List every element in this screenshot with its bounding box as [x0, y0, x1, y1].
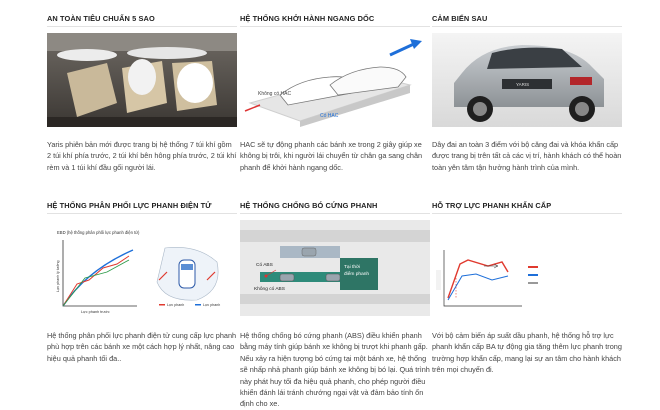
- ebd-diagram: [47, 220, 237, 316]
- ebd-legend-1: Lực phanh: [167, 303, 185, 307]
- card-text: Hệ thống phân phối lực phanh điện tử cung cấp lực phanh phù hợp trên các bánh xe một cách hợp lý nhất, nâng cao hiệu quả phanh tối đa..: [47, 331, 237, 363]
- card-brake-assist: [432, 200, 622, 376]
- card-text: Dây đai an toàn 3 điểm với bộ căng đai và khóa khẩn cấp được trang bị trên tất cả các vị trí, hành khách có thể hoàn toàn yên tâm tận hưởng hành trình của mình.: [432, 140, 622, 172]
- card-airbags: [47, 13, 237, 173]
- card-text: Hệ thống chống bó cứng phanh (ABS) điều khiển phanh bằng máy tính giúp bánh xe không bị trượt khi phanh gấp. Nếu xảy ra hiện tượng bó cứng tại một bánh xe, hệ thống sẽ nhấp nhả phanh giúp bánh xe không bị bó lại. Quá trình này phát huy tối đa hiệu quả phanh, cho phép người điều khiển đánh lái tránh chướng ngại vật và đảm bảo tính ổn định cho xe.: [240, 331, 430, 409]
- card-abs: [240, 200, 430, 410]
- card-title: HỆ THỐNG KHỞI HÀNH NGANG DỐC: [240, 13, 430, 27]
- card-hill-start-assist: [240, 13, 430, 173]
- card-title: CẢM BIẾN SAU: [432, 13, 622, 27]
- card-text: Với bộ cảm biến áp suất dầu phanh, hệ thống hỗ trợ lực phanh khẩn cấp BA tự động gia tăng thêm lực phanh trong trường hợp khẩn cấp, mang lại sự an tâm cho hành khách trên mọi chuyến đi.: [432, 331, 622, 375]
- ebd-x-axis-label: Lực phanh trước: [81, 310, 110, 314]
- abs-moment-line2: điểm phanh: [344, 272, 370, 277]
- card-text: HAC sẽ tự động phanh các bánh xe trong 2 giây giúp xe không bị trôi, khi người lái chuyển từ chân ga sang chân phanh để khởi hành ngang dốc.: [240, 140, 423, 172]
- hac-label: Có HAC: [320, 113, 339, 119]
- hac-diagram: [240, 33, 430, 127]
- abs-with-label: Có ABS: [256, 263, 273, 268]
- card-text: Yaris phiên bản mới được trang bị hệ thống 7 túi khí gồm 2 túi khí phía trước, 2 túi khí bên hông phía trước, 2 túi khí rèm và 1 túi khí đầu gối người lái.: [47, 140, 237, 172]
- abs-without-label: Không có ABS: [254, 287, 285, 292]
- card-rear-sensor: [432, 13, 622, 173]
- no-hac-label: Không có HAC: [258, 91, 292, 97]
- car-badge: YARIS: [516, 82, 530, 87]
- car-rear-image: [432, 33, 622, 127]
- card-title: HỖ TRỢ LỰC PHANH KHẨN CẤP: [432, 200, 622, 214]
- brake-assist-chart: [432, 220, 622, 316]
- ebd-legend-2: Lực phanh: [203, 303, 221, 307]
- ebd-diagram-title: EBD (hệ thống phân phối lực phanh điện tử): [57, 230, 140, 235]
- ebd-y-axis-label: Lực phanh lý tưởng: [56, 260, 60, 292]
- card-title: AN TOÀN TIÊU CHUẨN 5 SAO: [47, 13, 237, 27]
- airbag-image: [47, 33, 237, 127]
- abs-diagram: [240, 220, 430, 316]
- card-title: HỆ THỐNG PHÂN PHỐI LỰC PHANH ĐIỆN TỬ: [47, 200, 237, 214]
- card-ebd: [47, 200, 237, 364]
- card-title: HỆ THỐNG CHỐNG BÓ CỨNG PHANH: [240, 200, 430, 214]
- abs-moment-line1: Tại thời: [344, 265, 361, 270]
